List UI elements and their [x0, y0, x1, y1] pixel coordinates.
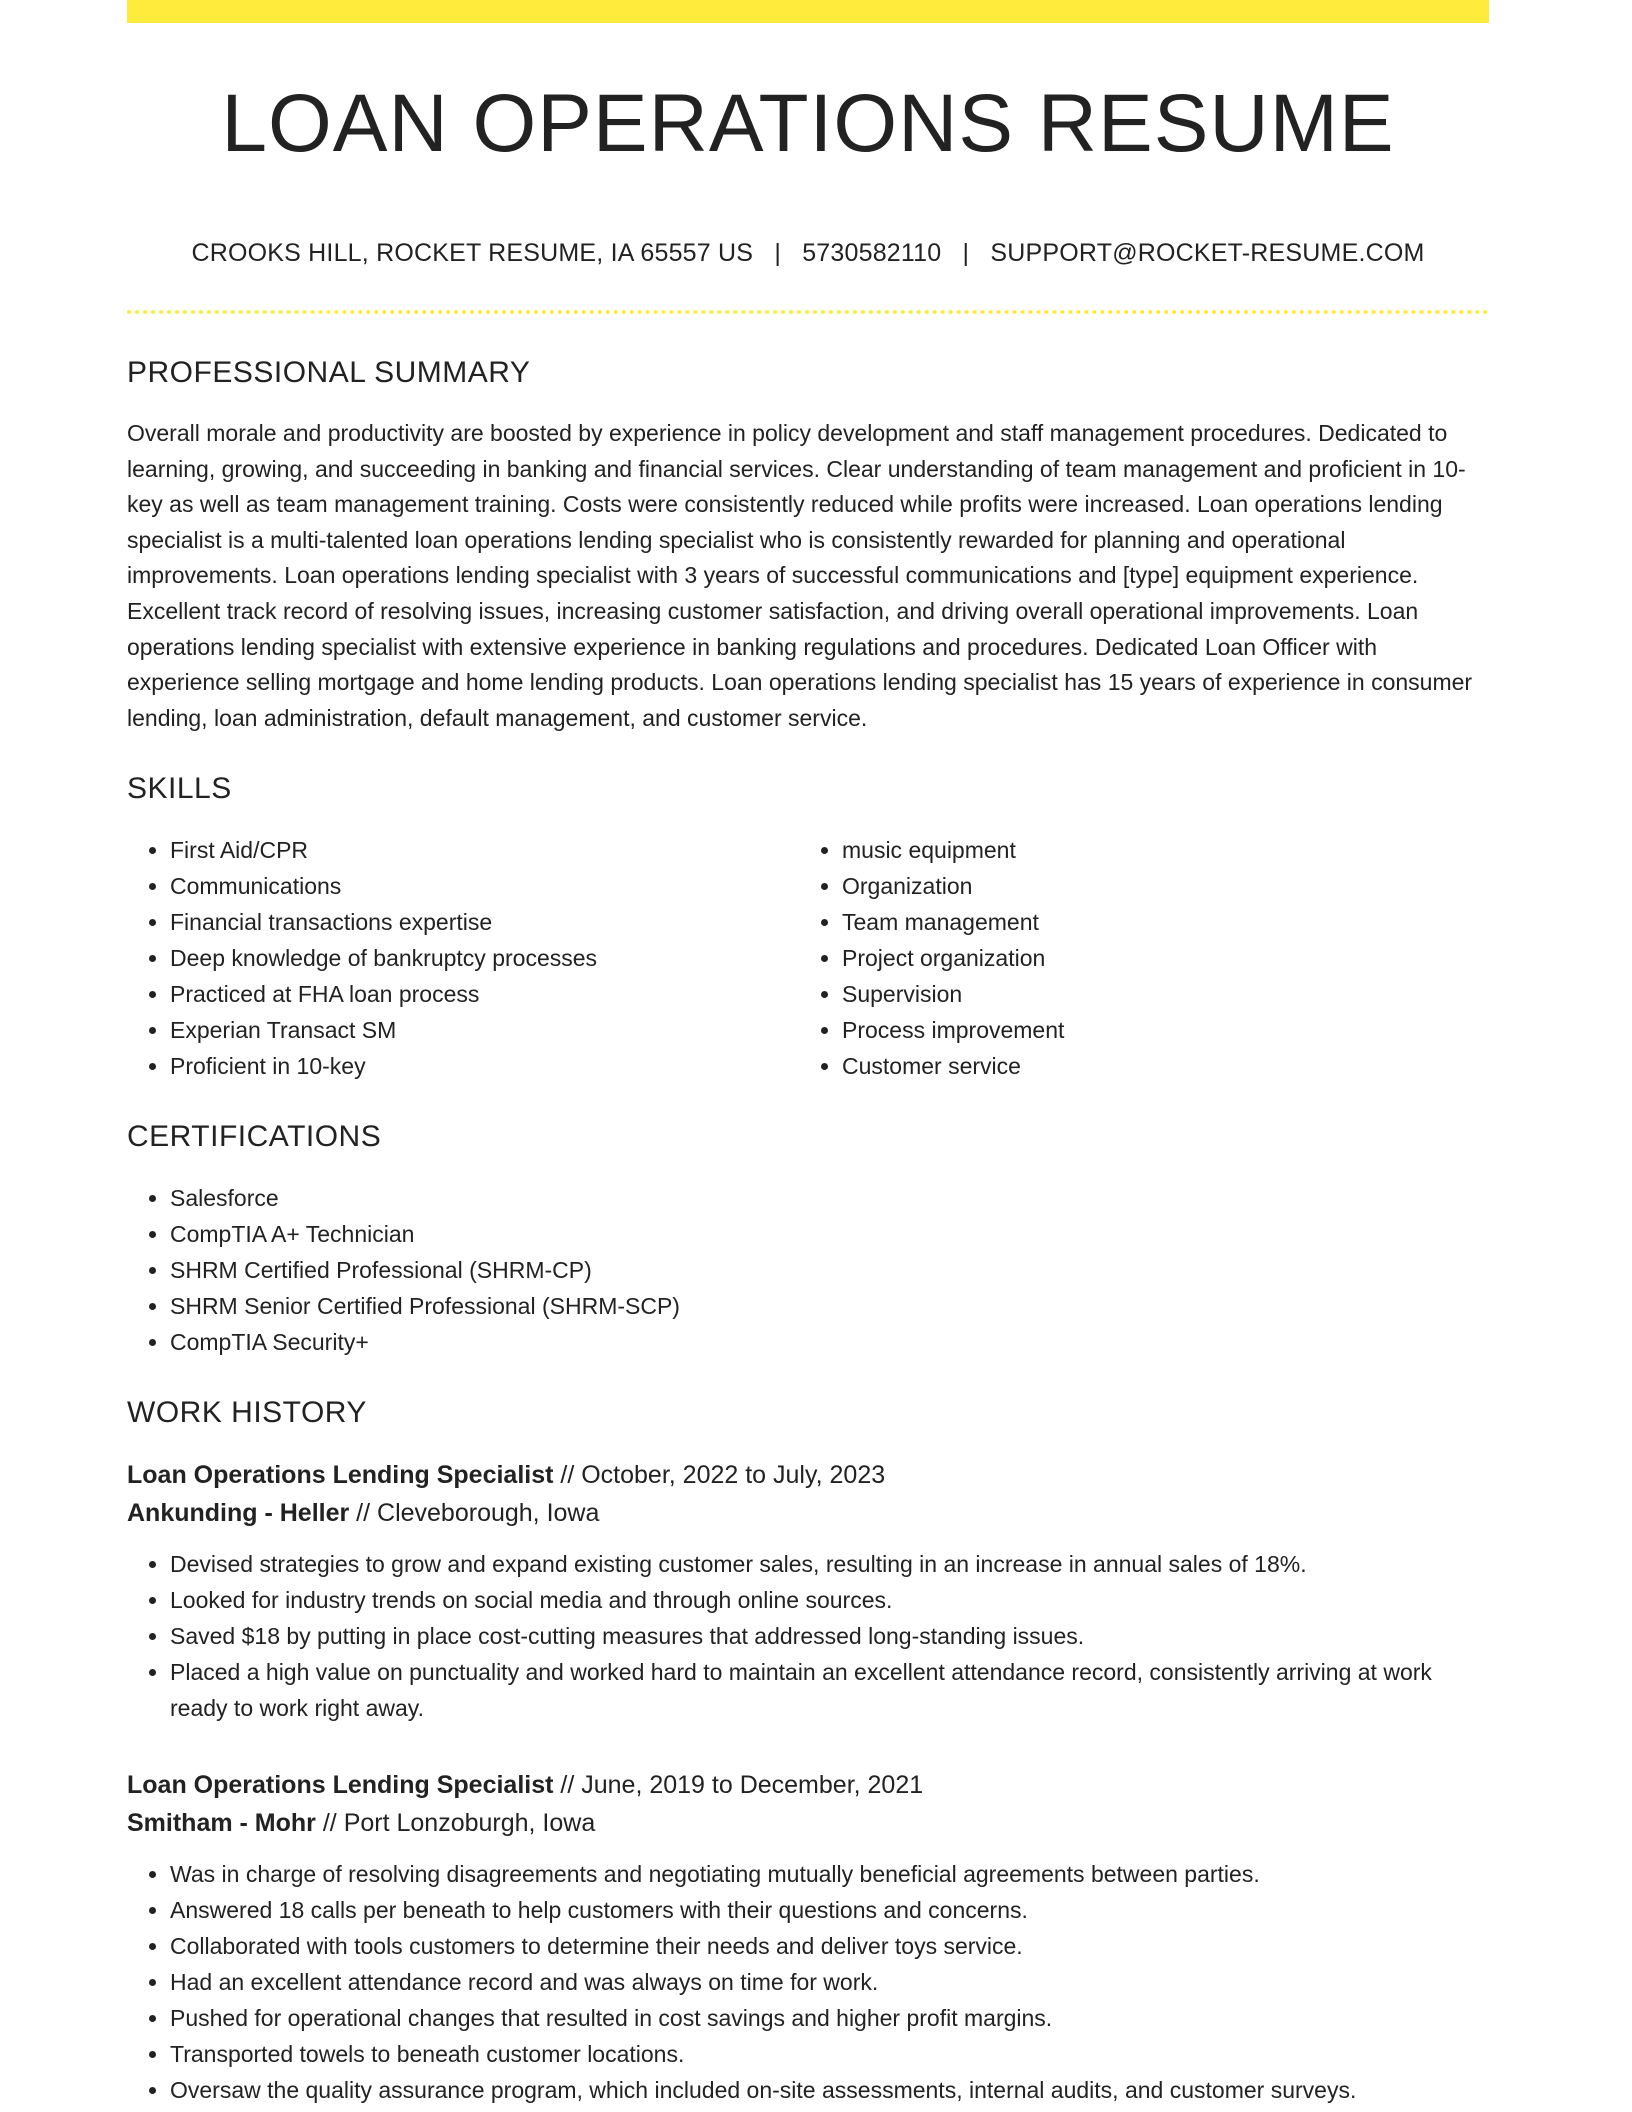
contact-separator: | — [774, 239, 782, 267]
job-bullet: • Looked for industry trends on social media and through online sources. — [170, 1582, 1489, 1618]
skills-list-right — [799, 832, 1442, 1084]
skill-item: • Experian Transact SM — [170, 1012, 799, 1048]
skill-item: • Practiced at FHA loan process — [170, 976, 799, 1012]
job-bullet: • Oversaw the quality assurance program, which included on-site assessments, internal audits, and customer surveys. — [170, 2072, 1489, 2108]
skill-item: • music equipment — [842, 832, 1442, 868]
contact-phone: 5730582110 — [802, 239, 942, 267]
accent-top-bar — [127, 0, 1489, 23]
skill-item: • Team management — [842, 904, 1442, 940]
job-entry — [127, 1766, 1489, 2108]
job-dates: // June, 2019 to December, 2021 — [553, 1771, 924, 1800]
skill-item: • Financial transactions expertise — [170, 904, 799, 940]
work-history-heading: WORK HISTORY — [127, 1396, 367, 1430]
skill-item: • Organization — [842, 868, 1442, 904]
skill-item: • Project organization — [842, 940, 1442, 976]
job-entry — [127, 1456, 1489, 1726]
skill-item: • Process improvement — [842, 1012, 1442, 1048]
job-bullet: • Answered 18 calls per beneath to help customers with their questions and concerns. — [170, 1892, 1489, 1928]
job-bullet: • Pushed for operational changes that resulted in cost savings and higher profit margins. — [170, 2000, 1489, 2036]
certifications-heading: CERTIFICATIONS — [127, 1120, 382, 1154]
skills-list-left — [127, 832, 799, 1084]
job-title-line — [127, 1766, 1489, 1804]
job-company-line — [127, 1494, 1489, 1532]
job-bullet: • Saved $18 by putting in place cost-cutting measures that addressed long-standing issues. — [170, 1618, 1489, 1654]
certification-item: • SHRM Certified Professional (SHRM-CP) — [170, 1252, 1489, 1288]
job-location: // Port Lonzoburgh, Iowa — [315, 1809, 596, 1838]
certification-item: • Salesforce — [170, 1180, 1489, 1216]
job-company: Ankunding - Heller — [127, 1499, 350, 1528]
contact-address: CROOKS HILL, ROCKET RESUME, IA 65557 US — [191, 239, 754, 267]
job-bullets — [127, 1856, 1489, 2108]
resume-page — [127, 0, 1489, 2108]
skill-item: • Customer service — [842, 1048, 1442, 1084]
job-bullets — [127, 1546, 1489, 1726]
job-bullet: • Devised strategies to grow and expand existing customer sales, resulting in an increase in annual sales of 18%. — [170, 1546, 1489, 1582]
job-bullet: • Had an excellent attendance record and was always on time for work. — [170, 1964, 1489, 2000]
job-dates: // October, 2022 to July, 2023 — [553, 1461, 886, 1490]
contact-separator: | — [962, 239, 970, 267]
certifications-list — [127, 1180, 1489, 1360]
job-company-line — [127, 1804, 1489, 1842]
contact-line — [127, 239, 1489, 268]
summary-text: Overall morale and productivity are boosted by experience in policy development and staff management procedures. Dedicated to learning, growing, and succeeding in banking and financial services. Clear understanding of team management and proficient in 10-key as well as team management training. Costs were consistently reduced while profits were increased. Loan operations lending specialist is a multi-talented loan operations lending specialist who is consistently rewarded for planning and operational improvements. Loan operations lending specialist with 3 years of successful communications and [type] equipment experience. Excellent track record of resolving issues, increasing customer satisfaction, and driving overall operational improvements. Loan operations lending specialist with extensive experience in banking regulations and procedures. Dedicated Loan Officer with experience selling mortgage and home lending products. Loan operations lending specialist has 15 years of experience in consumer lending, loan administration, default management, and customer service. — [127, 420, 1473, 731]
job-company: Smitham - Mohr — [127, 1809, 316, 1838]
skills-columns — [127, 832, 1489, 1084]
skill-item: • Supervision — [842, 976, 1442, 1012]
dotted-divider — [127, 310, 1489, 314]
contact-email: SUPPORT@ROCKET-RESUME.COM — [990, 239, 1425, 267]
certification-item: • CompTIA Security+ — [170, 1324, 1489, 1360]
job-bullet: • Placed a high value on punctuality and worked hard to maintain an excellent attendance record, consistently arriving at work ready to work right away. — [170, 1654, 1489, 1726]
certification-item: • SHRM Senior Certified Professional (SHRM-SCP) — [170, 1288, 1489, 1324]
certification-item: • CompTIA A+ Technician — [170, 1216, 1489, 1252]
skills-heading: SKILLS — [127, 772, 232, 806]
skill-item: • Deep knowledge of bankruptcy processes — [170, 940, 799, 976]
job-title: Loan Operations Lending Specialist — [127, 1461, 554, 1490]
job-title-line — [127, 1456, 1489, 1494]
job-bullet: • Was in charge of resolving disagreements and negotiating mutually beneficial agreements between parties. — [170, 1856, 1489, 1892]
skill-item: • Communications — [170, 868, 799, 904]
job-bullet: • Collaborated with tools customers to determine their needs and deliver toys service. — [170, 1928, 1489, 1964]
job-title: Loan Operations Lending Specialist — [127, 1771, 554, 1800]
summary-heading: PROFESSIONAL SUMMARY — [127, 356, 531, 389]
skill-item: • Proficient in 10-key — [170, 1048, 799, 1084]
resume-title: LOAN OPERATIONS RESUME — [221, 78, 1395, 169]
job-bullet: • Transported towels to beneath customer locations. — [170, 2036, 1489, 2072]
skill-item: • First Aid/CPR — [170, 832, 799, 868]
job-location: // Cleveborough, Iowa — [349, 1499, 600, 1528]
